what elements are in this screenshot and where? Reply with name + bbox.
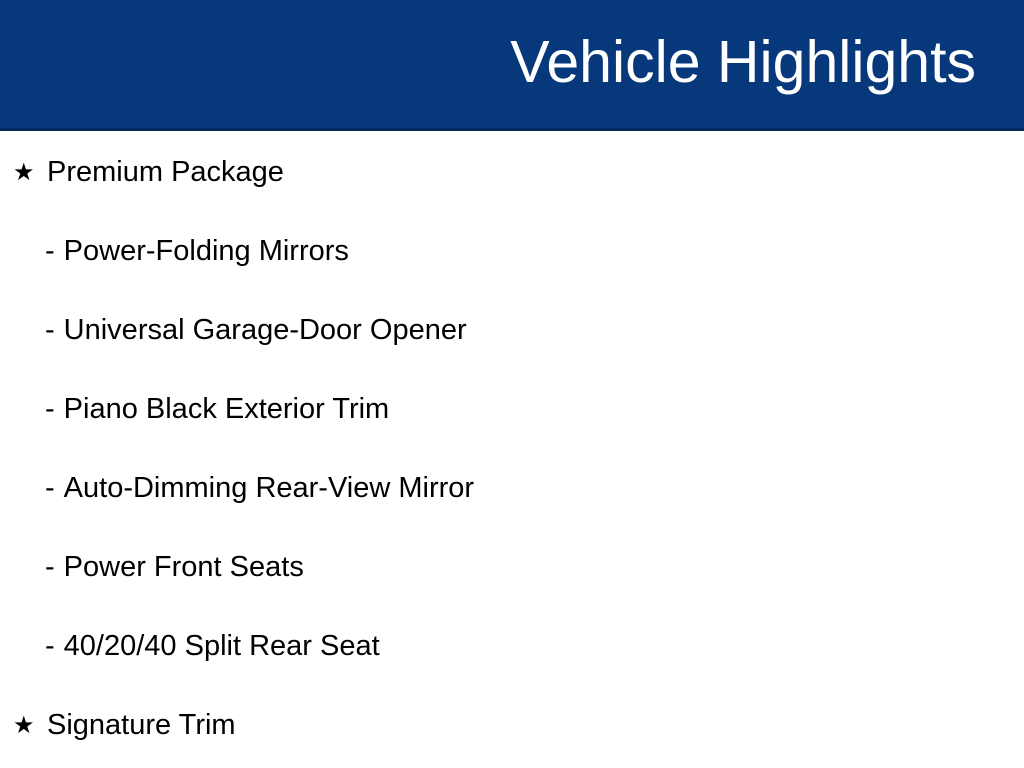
list-item	[0, 291, 1024, 370]
list-item	[0, 370, 1024, 449]
dash-bullet: -	[45, 472, 55, 504]
slide-title: Vehicle Highlights	[510, 28, 976, 95]
star-bullet-icon: ★	[13, 158, 35, 186]
dash-bullet: -	[45, 314, 55, 346]
dash-bullet: -	[45, 393, 55, 425]
dash-bullet: -	[45, 551, 55, 583]
list-item-label: Power-Folding Mirrors	[63, 235, 349, 267]
list-item-label: Auto-Dimming Rear-View Mirror	[63, 472, 475, 504]
list-item	[0, 133, 1024, 212]
list-item	[0, 528, 1024, 607]
list-item-label: Premium Package	[47, 156, 284, 188]
list-item	[0, 449, 1024, 528]
slide-header	[0, 0, 1024, 131]
star-bullet-icon: ★	[13, 711, 35, 739]
list-item	[0, 686, 1024, 765]
list-item-label: Universal Garage-Door Opener	[63, 314, 467, 346]
list-item-label: 40/20/40 Split Rear Seat	[63, 630, 380, 662]
list-item-label: Signature Trim	[47, 709, 236, 741]
list-item	[0, 212, 1024, 291]
list-item	[0, 607, 1024, 686]
slide-body	[0, 131, 1024, 765]
list-item-label: Power Front Seats	[63, 551, 304, 583]
dash-bullet: -	[45, 235, 55, 267]
dash-bullet: -	[45, 630, 55, 662]
list-item-label: Piano Black Exterior Trim	[63, 393, 390, 425]
